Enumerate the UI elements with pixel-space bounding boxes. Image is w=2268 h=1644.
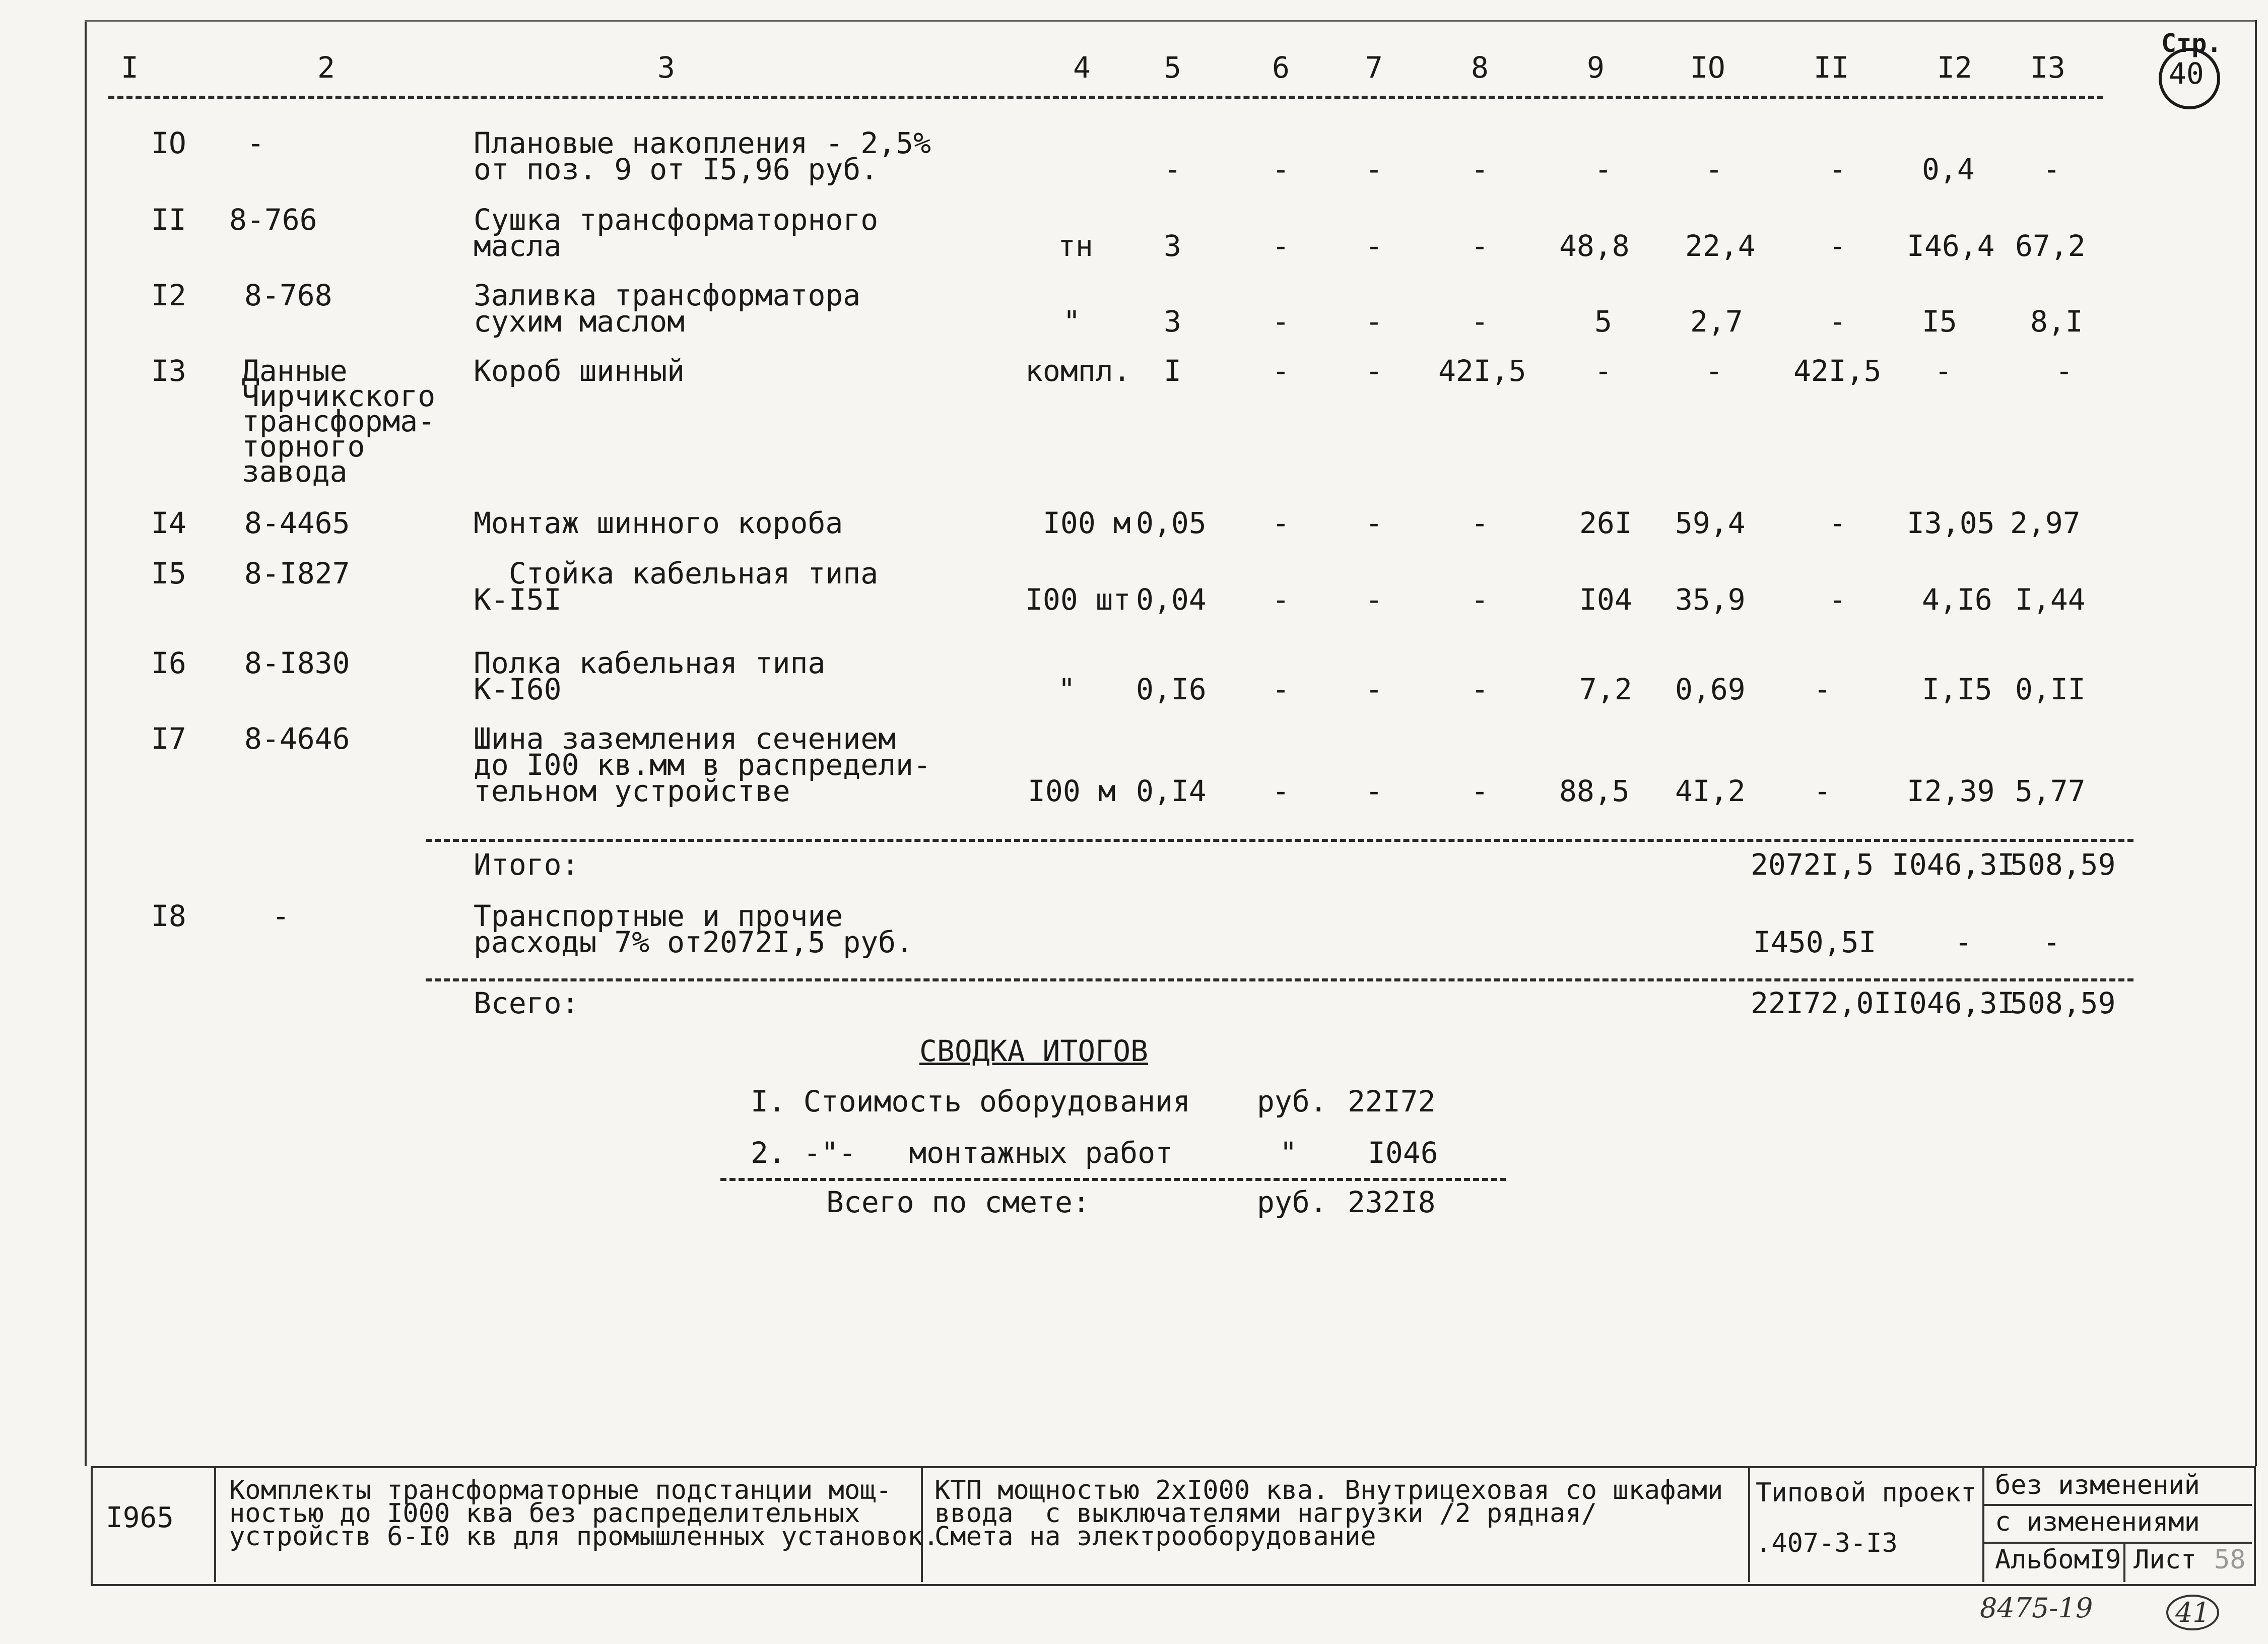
row-c6: - <box>1272 304 1290 339</box>
row-c12: I,I5 <box>1922 672 1992 706</box>
row-c9: 7,2 <box>1579 672 1632 706</box>
row-desc-line: Полка кабельная типа <box>474 646 826 680</box>
summary-total-unit: руб. <box>1257 1185 1327 1219</box>
right-border <box>2255 20 2257 1466</box>
row-code-line: Данные <box>242 354 348 388</box>
stamp-col2-line: ввода с выключателями нагрузки /2 рядная/ <box>935 1498 1597 1529</box>
row-desc-line: Монтаж шинного короба <box>474 506 843 540</box>
row-num: I7 <box>151 721 186 756</box>
row-c8: - <box>1471 229 1489 263</box>
row-c13: 5,77 <box>2015 774 2086 808</box>
row-c13: 8,I <box>2030 304 2083 339</box>
row-desc-line: тельном устройстве <box>474 774 790 808</box>
row-c7: - <box>1365 229 1383 263</box>
row-c7: - <box>1365 354 1383 388</box>
row-desc-line: Заливка трансформатора <box>474 278 861 312</box>
row-c7: - <box>1365 506 1383 540</box>
vsego-c12: I046,3I <box>1892 986 2015 1020</box>
row-c11: - <box>1829 582 1846 617</box>
stamp-sheet-num: 58 <box>2214 1545 2246 1575</box>
row-c6: - <box>1272 229 1290 263</box>
row-c12: I46,4 <box>1907 229 1995 263</box>
row-c8: - <box>1471 672 1489 706</box>
stamp-col2-line: КТП мощностью 2хI000 ква. Внутрицеховая со шкафами <box>935 1475 1723 1505</box>
row-c10: 22,4 <box>1685 229 1756 263</box>
stamp-no-change: без изменений <box>1995 1470 2200 1500</box>
row-c10: 59,4 <box>1675 506 1746 540</box>
stamp-hline <box>1982 1542 2252 1544</box>
stamp-year: I965 <box>106 1501 174 1534</box>
row-desc-line: масла <box>474 229 562 263</box>
row-c7: - <box>1365 582 1383 617</box>
row-c13: 67,2 <box>2015 229 2086 263</box>
row-desc-line: Шина заземления сечением <box>474 721 896 756</box>
row-c11: - <box>1814 672 1831 706</box>
stamp-with-change: с изменениями <box>1995 1507 2200 1537</box>
row-num: I5 <box>151 556 186 590</box>
stamp-project-label: Типовой проект <box>1756 1478 1977 1508</box>
summary-line1-label: I. Стоимость оборудования <box>751 1084 1190 1119</box>
stamp-divider <box>1748 1466 1750 1582</box>
row-c8: - <box>1471 152 1489 186</box>
summary-separator <box>720 1178 1506 1181</box>
row-num: I8 <box>151 899 186 933</box>
row-num: IO <box>151 126 186 160</box>
row-c10: 35,9 <box>1675 582 1746 617</box>
page-label: Стр. <box>2161 29 2222 58</box>
row-c12: - <box>1935 354 1952 388</box>
row-c6: - <box>1272 152 1290 186</box>
row-code: 8-768 <box>244 278 332 312</box>
col-header-12: I2 <box>1937 50 1972 85</box>
row-c8: - <box>1471 774 1489 808</box>
header-separator <box>108 96 2103 99</box>
row-desc-line: Стойка кабельная типа <box>474 556 879 590</box>
row-c6: - <box>1272 774 1290 808</box>
row-unit: тн <box>1058 229 1093 263</box>
row-c7: - <box>1365 304 1383 339</box>
stamp-divider <box>2123 1542 2125 1582</box>
row-c12: I5 <box>1922 304 1957 339</box>
row-c8: 42I,5 <box>1438 354 1526 388</box>
row-c11: - <box>1829 152 1846 186</box>
row-num: II <box>151 203 186 237</box>
summary-line2-value: I046 <box>1368 1136 1438 1170</box>
summary-total-value: 232I8 <box>1348 1185 1436 1219</box>
row-c11: - <box>1829 506 1846 540</box>
handwritten-doc-number: 8475-19 <box>1980 1592 2093 1624</box>
col-header-9: 9 <box>1587 50 1605 85</box>
row-c9: 5 <box>1594 304 1612 339</box>
row-code-line: торного <box>242 429 365 464</box>
row-c5: 0,04 <box>1136 582 1207 617</box>
stamp-divider <box>214 1466 216 1582</box>
col-header-4: 4 <box>1073 50 1091 85</box>
row-c8: - <box>1471 506 1489 540</box>
row-c10: 4I,2 <box>1675 774 1746 808</box>
row-c7: - <box>1365 152 1383 186</box>
itogo-c11: 2072I,5 <box>1751 847 1874 882</box>
row-code: 8-I830 <box>244 646 350 680</box>
row-code-line: завода <box>242 454 348 489</box>
stamp-col1-line: Комплекты трансформаторные подстанции мощ- <box>229 1475 892 1505</box>
row-c9: - <box>1594 152 1612 186</box>
row-desc-line: расходы 7% от2072I,5 руб. <box>474 925 913 959</box>
row-c13: 0,II <box>2015 672 2086 706</box>
row-c6: - <box>1272 582 1290 617</box>
row-c5: 3 <box>1164 304 1181 339</box>
row-code: 8-4465 <box>244 506 350 540</box>
vsego-c13: 508,59 <box>2010 986 2116 1020</box>
row-c7: - <box>1365 672 1383 706</box>
row-c10: 2,7 <box>1690 304 1743 339</box>
top-border <box>85 20 2256 22</box>
row-c5: I <box>1164 354 1181 388</box>
row-num: I3 <box>151 354 186 388</box>
row-unit: " <box>1058 672 1076 706</box>
row-c10: - <box>1705 152 1723 186</box>
row-desc-line: Плановые накопления - 2,5% <box>474 126 931 160</box>
row-code-line: Чирчикского <box>242 379 436 413</box>
col-header-2: 2 <box>317 50 335 85</box>
itogo-separator <box>426 839 2133 842</box>
row-c10: 0,69 <box>1675 672 1746 706</box>
row-c9: I04 <box>1579 582 1632 617</box>
vsego-separator <box>426 978 2133 981</box>
row-c13: - <box>2043 152 2060 186</box>
handwritten-circle-number: 41 <box>2166 1595 2219 1630</box>
left-border <box>85 20 87 1466</box>
row-c5: 3 <box>1164 229 1181 263</box>
row-unit: I00 м <box>1028 774 1116 808</box>
row-c6: - <box>1272 672 1290 706</box>
stamp-project-num: .407-3-I3 <box>1756 1528 1898 1558</box>
row-c8: - <box>1471 582 1489 617</box>
row-num: I2 <box>151 278 186 312</box>
row-code: 8-766 <box>229 203 317 237</box>
transport-c11: I450,5I <box>1753 925 1877 959</box>
col-header-10: IO <box>1690 50 1725 85</box>
row-c9: 26I <box>1579 506 1632 540</box>
itogo-label: Итого: <box>474 847 579 882</box>
col-header-11: II <box>1814 50 1849 85</box>
row-code-line: трансформа- <box>242 404 436 438</box>
row-c11: - <box>1829 229 1846 263</box>
row-c12: I2,39 <box>1907 774 1995 808</box>
summary-total-label: Всего по смете: <box>826 1185 1090 1219</box>
row-code: - <box>247 126 264 160</box>
row-c9: - <box>1594 354 1612 388</box>
stamp-col1-line: устройств 6-I0 кв для промышленных установок. <box>229 1522 939 1552</box>
row-c11: 42I,5 <box>1793 354 1882 388</box>
stamp-divider <box>1982 1466 1984 1582</box>
col-header-5: 5 <box>1164 50 1181 85</box>
row-c12: 4,I6 <box>1922 582 1992 617</box>
row-desc-line: К-I60 <box>474 672 562 706</box>
row-desc-line: К-I5I <box>474 582 562 617</box>
row-c9: 88,5 <box>1559 774 1630 808</box>
vsego-label: Всего: <box>474 986 579 1020</box>
itogo-c12: I046,3I <box>1892 847 2015 882</box>
stamp-album: АльбомI9 <box>1995 1545 2121 1575</box>
row-c12: 0,4 <box>1922 152 1975 186</box>
row-c5: 0,05 <box>1136 506 1207 540</box>
summary-title: СВОДКА ИТОГОВ <box>919 1034 1148 1068</box>
stamp-col2-line: Смета на электрооборудование <box>935 1522 1376 1552</box>
row-unit: I00 шт <box>1025 582 1131 617</box>
summary-line1-value: 22I72 <box>1348 1084 1436 1119</box>
row-desc-line: Транспортные и прочие <box>474 899 843 933</box>
stamp-col1-line: ностью до I000 ква без распределительных <box>229 1498 860 1529</box>
col-header-6: 6 <box>1272 50 1290 85</box>
col-header-8: 8 <box>1471 50 1489 85</box>
row-unit: " <box>1063 304 1081 339</box>
row-num: I6 <box>151 646 186 680</box>
col-header-13: I3 <box>2030 50 2065 85</box>
row-c6: - <box>1272 506 1290 540</box>
row-c12: I3,05 <box>1907 506 1995 540</box>
row-desc-line: от поз. 9 от I5,96 руб. <box>474 152 879 186</box>
row-num: I4 <box>151 506 186 540</box>
row-c8: - <box>1471 304 1489 339</box>
row-c13: I,44 <box>2015 582 2086 617</box>
transport-c12: - <box>1955 925 1972 959</box>
col-header-1: I <box>121 50 139 85</box>
col-header-3: 3 <box>657 50 675 85</box>
row-code: 8-4646 <box>244 721 350 756</box>
summary-line2-unit: " <box>1280 1136 1297 1170</box>
row-c5: 0,I4 <box>1136 774 1207 808</box>
row-c5: - <box>1164 152 1181 186</box>
stamp-sheet: Лист <box>2133 1545 2197 1575</box>
row-unit: I00 м <box>1043 506 1131 540</box>
stamp-hline <box>1982 1504 2252 1506</box>
row-c10: - <box>1705 354 1723 388</box>
row-desc-line: до I00 кв.мм в распредели- <box>474 748 931 782</box>
row-code: 8-I827 <box>244 556 350 590</box>
transport-c13: - <box>2043 925 2060 959</box>
summary-line2-label: 2. -"- монтажных работ <box>751 1136 1173 1170</box>
row-desc-line: Короб шинный <box>474 354 685 388</box>
page-number: 40 <box>2169 56 2204 91</box>
row-desc-line: сухим маслом <box>474 304 685 339</box>
row-c13: 2,97 <box>2010 506 2081 540</box>
col-header-7: 7 <box>1365 50 1383 85</box>
row-unit: компл. <box>1025 354 1131 388</box>
row-c6: - <box>1272 354 1290 388</box>
vsego-c11: 22I72,0I <box>1751 986 1892 1020</box>
row-code: - <box>272 899 290 933</box>
row-c9: 48,8 <box>1559 229 1630 263</box>
row-c11: - <box>1829 304 1846 339</box>
row-c7: - <box>1365 774 1383 808</box>
row-c5: 0,I6 <box>1136 672 1207 706</box>
itogo-c13: 508,59 <box>2010 847 2116 882</box>
row-c13: - <box>2055 354 2073 388</box>
row-desc-line: Сушка трансформаторного <box>474 203 879 237</box>
summary-line1-unit: руб. <box>1257 1084 1327 1119</box>
row-c11: - <box>1814 774 1831 808</box>
